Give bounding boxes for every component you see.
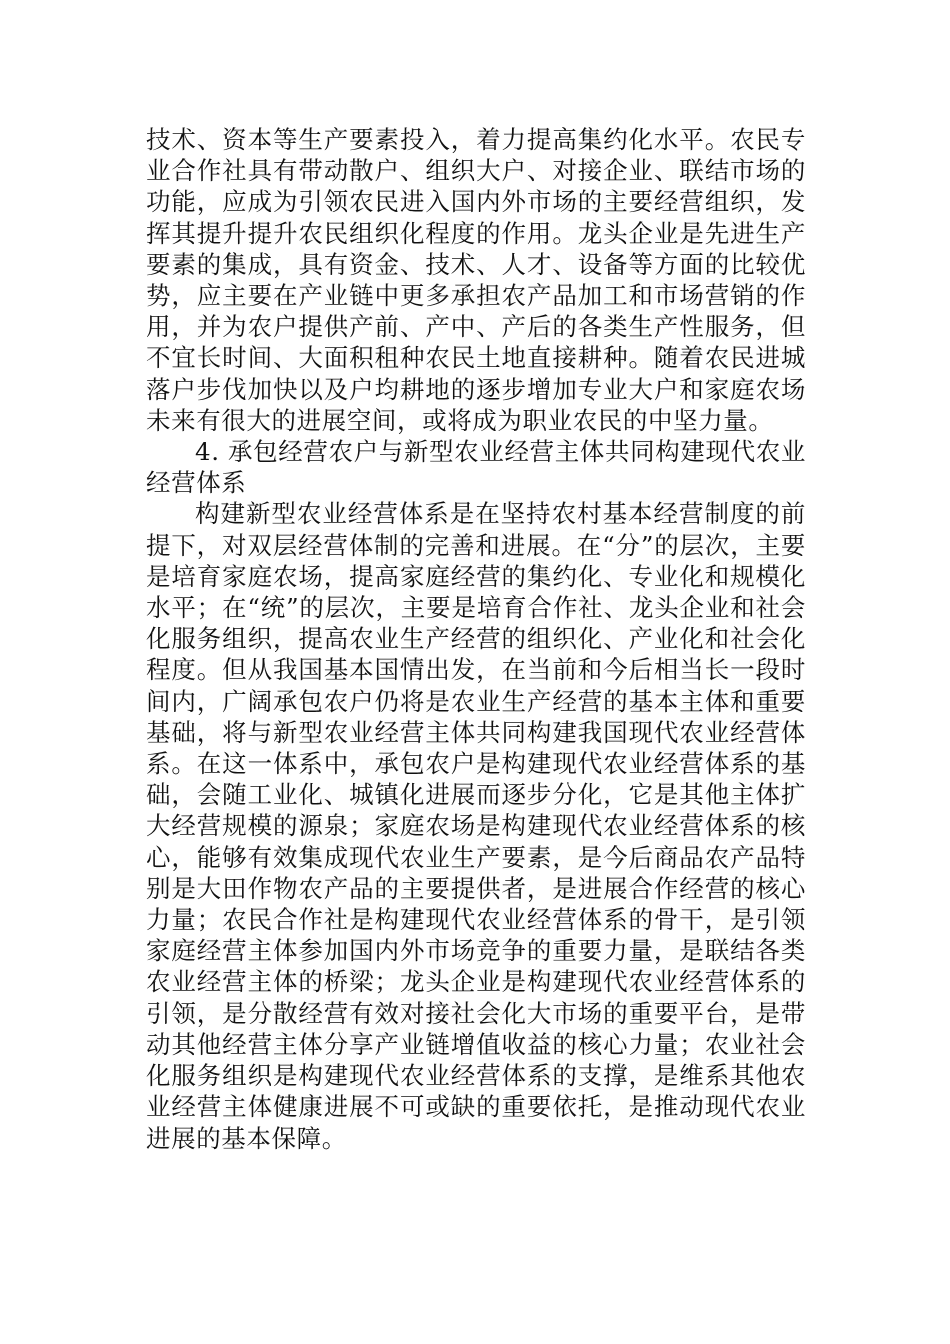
body-text [146,124,806,1154]
paragraph-body: 构建新型农业经营体系是在坚持农村基本经营制度的前提下，对双层经营体制的完善和进展。在“分”的层次，主要是培育家庭农场，提高家庭经营的集约化、专业化和规模化水平；在“统”的层次，主要是培育合作社、龙头企业和社会化服务组织，提高农业生产经营的组织化、产业化和社会化程度。但从我国基本国情出发，在当前和今后相当长一段时间内，广阔承包农户仍将是农业生产经营的基本主体和重要基础，将与新型农业经营主体共同构建我国现代农业经营体系。在这一体系中，承包农户是构建现代农业经营体系的基础，会随工业化、城镇化进展而逐步分化，它是其他主体扩大经营规模的源泉；家庭农场是构建现代农业经营体系的核心，能够有效集成现代农业生产要素，是今后商品农产品特别是大田作物农产品的主要提供者，是进展合作经营的核心力量；农民合作社是构建现代农业经营体系的骨干，是引领家庭经营主体参加国内外市场竞争的重要力量，是联结各类农业经营主体的桥梁；龙头企业是构建现代农业经营体系的引领，是分散经营有效对接社会化大市场的重要平台，是带动其他经营主体分享产业链增值收益的核心力量；农业社会化服务组织是构建现代农业经营体系的支撑，是维系其他农业经营主体健康进展不可或缺的重要依托，是推动现代农业进展的基本保障。 [146,499,806,1153]
section-heading-4: 4. 承包经营农户与新型农业经营主体共同构建现代农业经营体系 [146,437,806,498]
paragraph-continuation: 技术、资本等生产要素投入，着力提高集约化水平。农民专业合作社具有带动散户、组织大户、对接企业、联结市场的功能，应成为引领农民进入国内外市场的主要经营组织，发挥其提升提升农民组织化程度的作用。龙头企业是先进生产要素的集成，具有资金、技术、人才、设备等方面的比较优势，应主要在产业链中更多承担农产品加工和市场营销的作用，并为农户提供产前、产中、产后的各类生产性服务，但不宜长时间、大面积租种农民土地直接耕种。随着农民进城落户步伐加快以及户均耕地的逐步增加专业大户和家庭农场未来有很大的进展空间，或将成为职业农民的中坚力量。 [146,125,806,435]
